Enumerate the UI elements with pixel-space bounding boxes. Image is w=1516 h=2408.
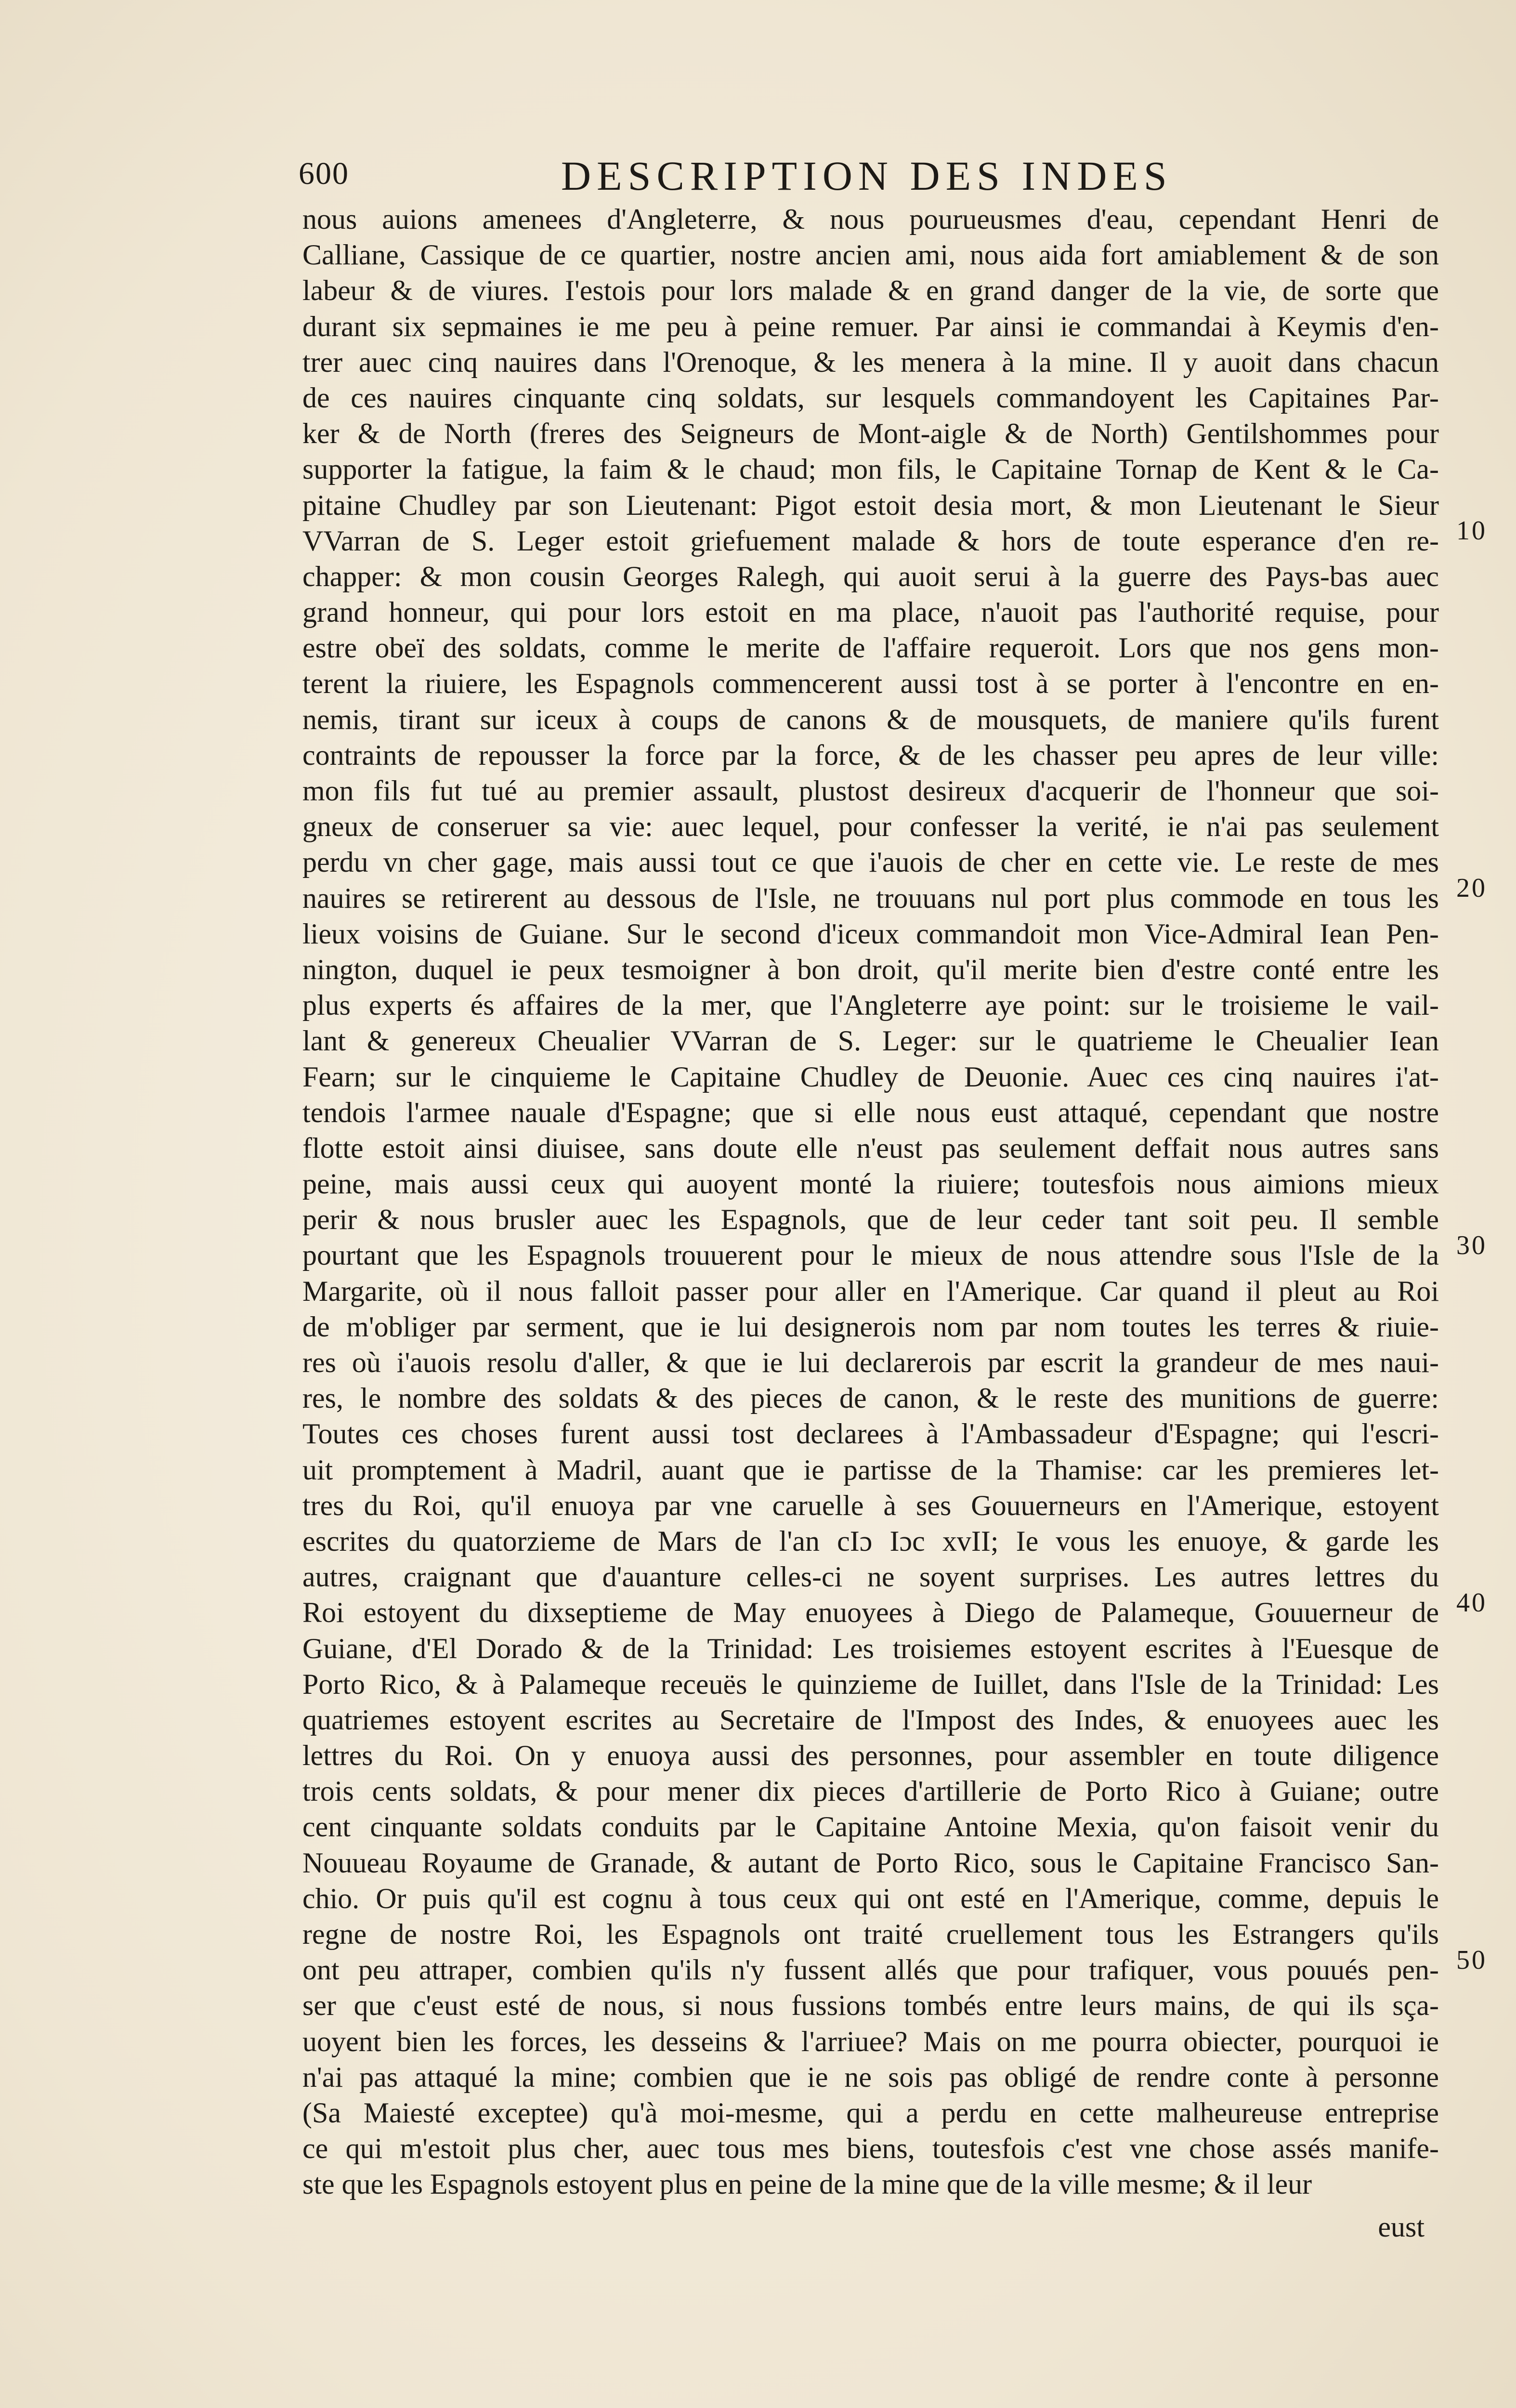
text-line: labeur & de viures. I'estois pour lors malade & en grand danger de la vie, de sorte que xyxy=(302,275,1439,307)
text-block xyxy=(302,201,1439,2202)
text-line: Margarite, où il nous falloit passer pour aller en l'Amerique. Car quand il pleut au Roi xyxy=(302,1275,1439,1307)
text-line: de ces nauires cinquante cinq soldats, sur lesquels commandoyent les Capitaines Par- xyxy=(302,381,1439,414)
text-line: uit promptement à Madril, auant que ie partisse de la Thamise: car les premieres let- xyxy=(302,1453,1439,1486)
text-line: durant six sepmaines ie me peu à peine remuer. Par ainsi ie commandai à Keymis d'en- xyxy=(302,310,1439,342)
text-line: lieux voisins de Guiane. Sur le second d'iceux commandoit mon Vice-Admiral Iean Pen- xyxy=(302,917,1439,950)
text-line: cent cinquante soldats conduits par le Capitaine Antoine Mexia, qu'on faisoit venir du xyxy=(302,1811,1439,1843)
text-line: Nouueau Royaume de Granade, & autant de Porto Rico, sous le Capitaine Francisco San- xyxy=(302,1846,1439,1879)
page-header xyxy=(299,152,1377,205)
text-line: peine, mais aussi ceux qui auoyent monté la riuiere; toutesfois nous aimions mieux xyxy=(302,1168,1439,1200)
text-line: regne de nostre Roi, les Espagnols ont traité cruellement tous les Estrangers qu'ils xyxy=(302,1918,1439,1950)
text-line: pourtant que les Espagnols trouuerent pour le mieux de nous attendre sous l'Isle de la xyxy=(302,1239,1439,1271)
margin-line-number: 50 xyxy=(1456,1945,1487,1975)
text-line: Toutes ces choses furent aussi tost declarees à l'Ambassadeur d'Espagne; qui l'escri- xyxy=(302,1418,1439,1450)
margin-line-number: 10 xyxy=(1456,516,1487,546)
catchword: eust xyxy=(1378,2211,1425,2243)
margin-line-number: 30 xyxy=(1456,1230,1487,1260)
text-line: uoyent bien les forces, les desseins & l'arriuee? Mais on me pourra obiecter, pourquoi ie xyxy=(302,2025,1439,2057)
text-line: estre obeï des soldats, comme le merite de l'affaire requeroit. Lors que nos gens mon- xyxy=(302,632,1439,664)
text-line: plus experts és affaires de la mer, que l'Angleterre aye point: sur le troisieme le vail- xyxy=(302,989,1439,1021)
text-line: ker & de North (freres des Seigneurs de Mont-aigle & de North) Gentilshommes pour xyxy=(302,418,1439,450)
text-line: quatriemes estoyent escrites au Secretaire de l'Impost des Indes, & enuoyees auec les xyxy=(302,1703,1439,1736)
text-line: grand honneur, qui pour lors estoit en ma place, n'auoit pas l'authorité requise, pour xyxy=(302,596,1439,628)
text-line: res où i'auois resolu d'aller, & que ie lui declarerois par escrit la grandeur de mes naui- xyxy=(302,1347,1439,1378)
text-line: Fearn; sur le cinquieme le Capitaine Chudley de Deuonie. Auec ces cinq nauires i'at- xyxy=(302,1060,1439,1093)
text-line: (Sa Maiesté exceptee) qu'à moi-mesme, qui a perdu en cette malheureuse entreprise xyxy=(302,2096,1439,2129)
text-line: Roi estoyent du dixseptieme de May enuoyees à Diego de Palameque, Gouuerneur de xyxy=(302,1597,1439,1629)
text-line: de m'obliger par serment, que ie lui designerois nom par nom toutes les terres & riuie- xyxy=(302,1310,1439,1343)
text-line: chapper: & mon cousin Georges Ralegh, qui auoit serui à la guerre des Pays-bas auec xyxy=(302,560,1439,592)
text-line: nous auions amenees d'Angleterre, & nous pourueusmes d'eau, cependant Henri de xyxy=(302,203,1439,235)
text-line: flotte estoit ainsi diuisee, sans doute elle n'eust pas seulement deffait nous autres sans xyxy=(302,1132,1439,1164)
text-line: ser que c'eust esté de nous, si nous fussions tombés entre leurs mains, de qui ils sça- xyxy=(302,1989,1439,2022)
text-line: nauires se retirerent au dessous de l'Isle, ne trouuans nul port plus commode en tous les xyxy=(302,882,1439,914)
margin-line-number: 40 xyxy=(1456,1588,1487,1618)
text-line: nington, duquel ie peux tesmoigner à bon droit, qu'il merite bien d'estre conté entre les xyxy=(302,953,1439,985)
text-line: ont peu attraper, combien qu'ils n'y fussent allés que pour trafiquer, vous pouués pen- xyxy=(302,1954,1439,1986)
text-line: res, le nombre des soldats & des pieces de canon, & le reste des munitions de guerre: xyxy=(302,1382,1439,1414)
text-line: ste que les Espagnols estoyent plus en peine de la mine que de la ville mesme; & il leur xyxy=(302,2168,1312,2200)
text-line: trer auec cinq nauires dans l'Orenoque, & les menera à la mine. Il y auoit dans chacun xyxy=(302,346,1439,378)
text-line: terent la riuiere, les Espagnols commencerent aussi tost à se porter à l'encontre en en- xyxy=(302,667,1439,700)
text-line: gneux de conseruer sa vie: auec lequel, pour confesser la verité, ie n'ai pas seulement xyxy=(302,811,1439,843)
text-line: tres du Roi, qu'il enuoya par vne caruelle à ses Gouuerneurs en l'Amerique, estoyent xyxy=(302,1489,1439,1521)
margin-line-number: 20 xyxy=(1456,873,1487,903)
text-line: chio. Or puis qu'il est cognu à tous ceux qui ont esté en l'Amerique, comme, depuis le xyxy=(302,1882,1439,1914)
text-line: tendois l'armee nauale d'Espagne; que si elle nous eust attaqué, cependant que nostre xyxy=(302,1096,1439,1128)
running-head: DESCRIPTION DES INDES xyxy=(561,153,1173,199)
text-line: lant & genereux Cheualier VVarran de S. Leger: sur le quatrieme le Cheualier Iean xyxy=(302,1025,1439,1057)
text-line: VVarran de S. Leger estoit griefuement malade & hors de toute esperance d'en re- xyxy=(302,524,1439,557)
text-line: ce qui m'estoit plus cher, auec tous mes biens, toutesfois c'est vne chose assés manife- xyxy=(302,2133,1439,2165)
text-line: perdu vn cher gage, mais aussi tout ce que i'auois de cher en cette vie. Le reste de mes xyxy=(302,846,1439,878)
text-line: Guiane, d'El Dorado & de la Trinidad: Les troisiemes estoyent escrites à l'Euesque de xyxy=(302,1632,1439,1664)
text-line: autres, craignant que d'auanture celles-ci ne soyent surprises. Les autres lettres du xyxy=(302,1561,1439,1593)
text-line: n'ai pas attaqué la mine; combien que ie ne sois pas obligé de rendre conte à personne xyxy=(302,2061,1439,2093)
text-line: lettres du Roi. On y enuoya aussi des personnes, pour assembler en toute diligence xyxy=(302,1740,1439,1772)
text-line: perir & nous brusler auec les Espagnols, que de leur ceder tant soit peu. Il semble xyxy=(302,1204,1439,1236)
text-line: pitaine Chudley par son Lieutenant: Pigot estoit desia mort, & mon Lieutenant le Sieur xyxy=(302,489,1439,521)
page-number: 600 xyxy=(299,156,349,191)
text-line: contraints de repousser la force par la force, & de les chasser peu apres de leur ville: xyxy=(302,739,1439,771)
text-line: trois cents soldats, & pour mener dix pieces d'artillerie de Porto Rico à Guiane; outre xyxy=(302,1775,1439,1807)
text-line: mon fils fut tué au premier assault, plustost desireux d'acquerir de l'honneur que soi- xyxy=(302,775,1439,807)
text-line: Calliane, Cassique de ce quartier, nostre ancien ami, nous aida fort amiablement & de son xyxy=(302,239,1439,271)
text-line: supporter la fatigue, la faim & le chaud; mon fils, le Capitaine Tornap de Kent & le Ca- xyxy=(302,453,1439,485)
text-line: Porto Rico, & à Palameque receuës le quinzieme de Iuillet, dans l'Isle de la Trinidad: Les xyxy=(302,1668,1439,1700)
text-line: nemis, tirant sur iceux à coups de canons & de mousquets, de maniere qu'ils furent xyxy=(302,703,1439,735)
text-line: escrites du quatorzieme de Mars de l'an cIɔ Iɔc xvII; Ie vous les enuoye, & garde les xyxy=(302,1525,1439,1557)
